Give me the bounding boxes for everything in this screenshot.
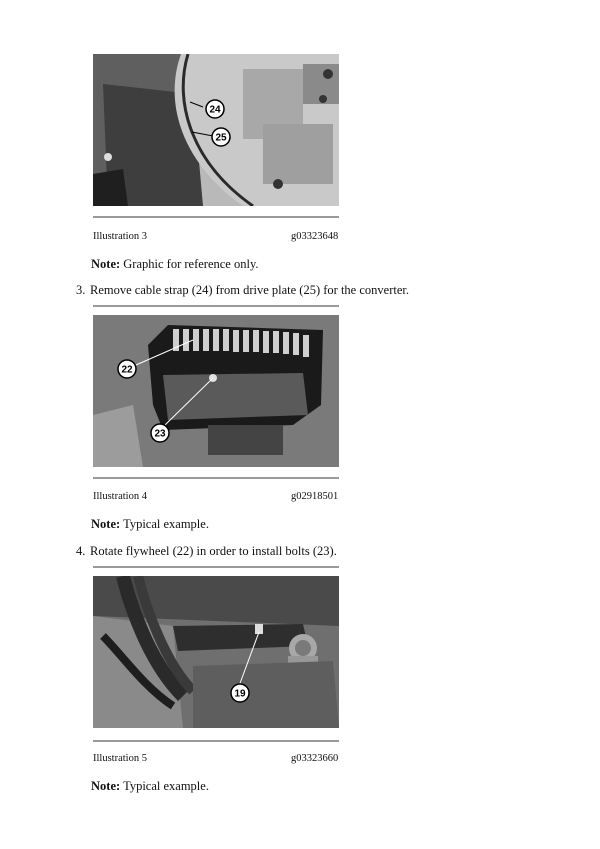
note-illustration-5: Note: Typical example.	[91, 779, 209, 793]
step-3: 3. Remove cable strap (24) from drive plate (25) for the converter.	[76, 283, 409, 297]
svg-text:22: 22	[121, 364, 133, 376]
illustration-5-code: g03323660	[291, 753, 339, 764]
illustration-3-caption: Illustration 3	[93, 231, 147, 242]
callout-19	[231, 684, 249, 702]
callout-24	[206, 100, 224, 118]
illustration-4-code: g02918501	[291, 491, 339, 502]
callout-22	[118, 360, 136, 378]
illustration-4-caption: Illustration 4	[93, 491, 147, 502]
svg-text:19: 19	[234, 688, 246, 700]
svg-text:25: 25	[215, 132, 227, 144]
step-4: 4. Rotate flywheel (22) in order to install bolts (23).	[76, 544, 337, 558]
illustration-5-rule	[93, 740, 339, 742]
illustration-3-image	[93, 54, 339, 206]
callout-25	[212, 128, 230, 146]
svg-text:23: 23	[154, 428, 166, 440]
note-illustration-3: Note: Graphic for reference only.	[91, 257, 259, 271]
illustration-4-rule	[93, 477, 339, 479]
illustration-4-top-rule	[93, 305, 339, 307]
illustration-5-top-rule	[93, 566, 339, 568]
illustration-4-image	[93, 315, 339, 467]
illustration-3-rule	[93, 216, 339, 218]
callout-23	[151, 424, 169, 442]
illustration-5-caption: Illustration 5	[93, 753, 147, 764]
illustration-5-image	[93, 576, 339, 728]
note-illustration-4: Note: Typical example.	[91, 517, 209, 531]
illustration-3-code: g03323648	[291, 231, 339, 242]
svg-text:24: 24	[209, 104, 221, 116]
